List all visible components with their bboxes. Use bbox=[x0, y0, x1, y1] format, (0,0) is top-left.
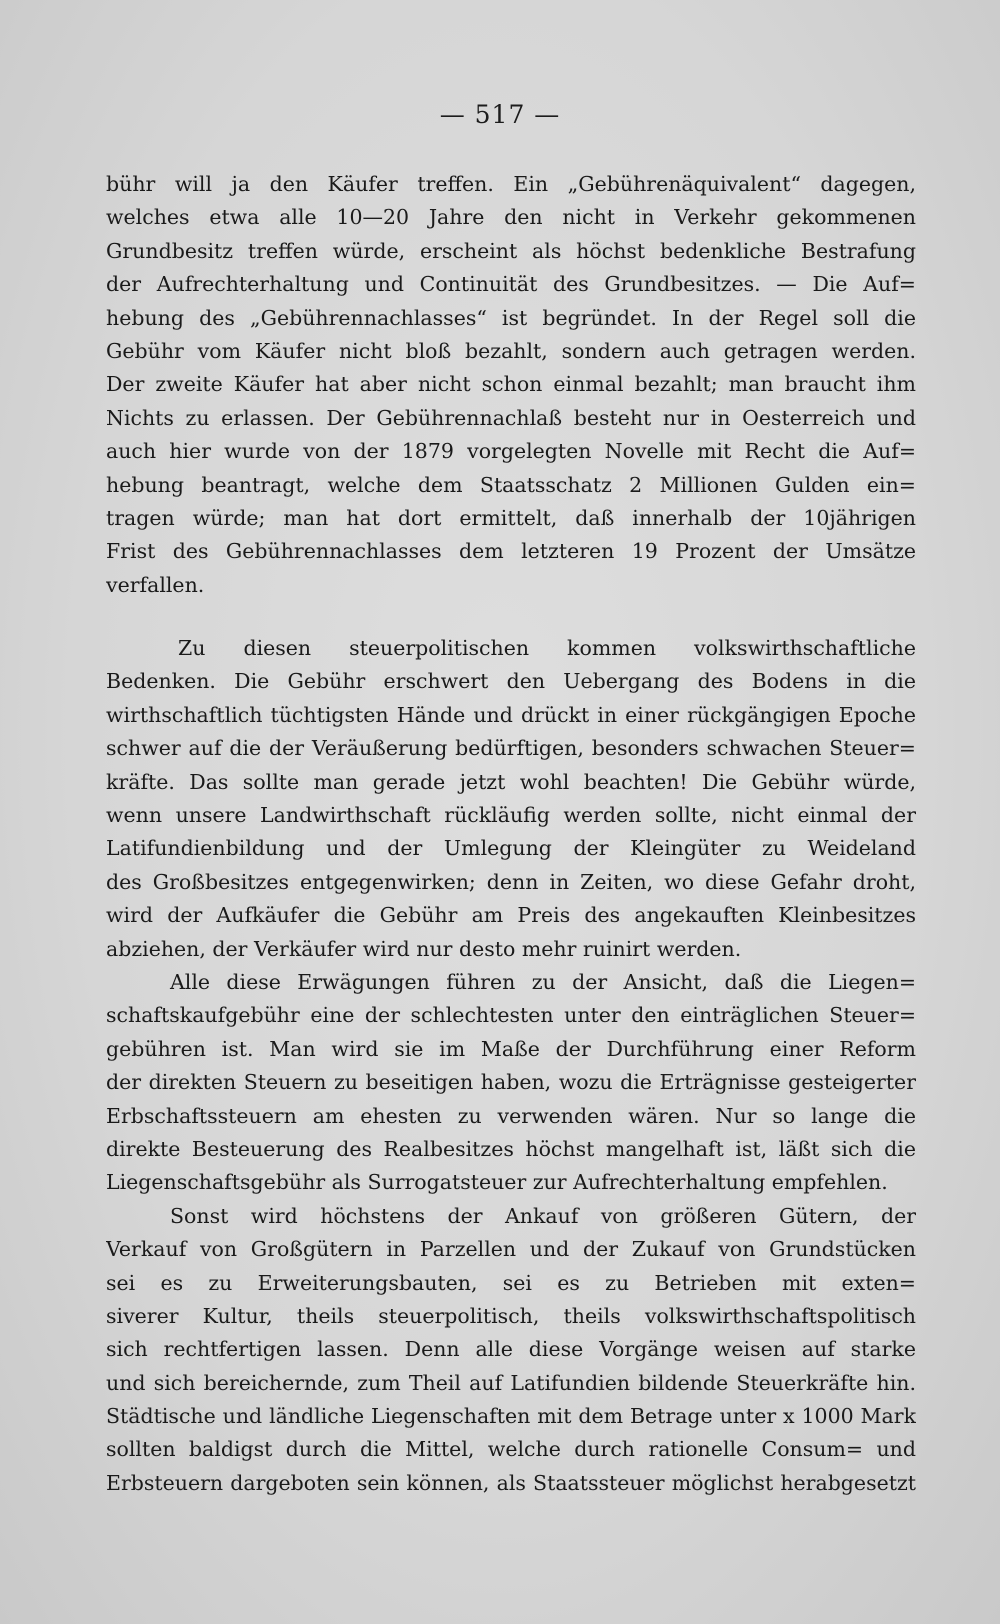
text-line: Liegenschaftsgebühr als Surrogatsteuer zur Aufrechterhaltung empfehlen. bbox=[106, 1170, 888, 1195]
text-line: gebühren ist. Man wird sie im Maße der Durchführung einer Reform bbox=[106, 1036, 916, 1061]
paragraph-1 bbox=[106, 168, 916, 602]
text-line: wird der Aufkäufer die Gebühr am Preis des angekauften Kleinbesitzes bbox=[106, 903, 916, 928]
text-line: Der zweite Käufer hat aber nicht schon einmal bezahlt; man braucht ihm bbox=[106, 372, 916, 397]
paragraph-2 bbox=[106, 632, 916, 966]
text-line: schwer auf die der Veräußerung bedürftigen, besonders schwachen Steuer= bbox=[106, 736, 916, 761]
text-line: und sich bereichernde, zum Theil auf Latifundien bildende Steuerkräfte hin. bbox=[106, 1370, 916, 1395]
text-line: bühr will ja den Käufer treffen. Ein „Gebührenäquivalent“ dagegen, bbox=[106, 172, 916, 196]
text-line: Erbsteuern dargeboten sein können, als Staatssteuer möglichst herabgesetzt bbox=[106, 1470, 916, 1495]
paragraph-4 bbox=[106, 1200, 916, 1501]
text-line: tragen würde; man hat dort ermittelt, daß innerhalb der 10jährigen bbox=[106, 505, 916, 530]
paragraph-3 bbox=[106, 966, 916, 1200]
text-line: Latifundienbildung und der Umlegung der Kleingüter zu Weideland bbox=[106, 836, 916, 861]
text-line: Alle diese Erwägungen führen zu der Ansicht, daß die Liegen= bbox=[170, 969, 916, 994]
text-line: siverer Kultur, theils steuerpolitisch, theils volkswirthschaftspolitisch bbox=[106, 1303, 916, 1328]
text-line: hebung beantragt, welche dem Staatsschatz 2 Millionen Gulden ein= bbox=[106, 472, 916, 497]
text-line: welches etwa alle 10—20 Jahre den nicht in Verkehr gekommenen bbox=[106, 205, 916, 230]
text-line: Frist des Gebührennachlasses dem letzteren 19 Prozent der Umsätze bbox=[106, 539, 916, 564]
text-line: Nichts zu erlassen. Der Gebührennachlaß besteht nur in Oesterreich und bbox=[106, 405, 916, 430]
text-line: Verkauf von Großgütern in Parzellen und der Zukauf von Grundstücken bbox=[106, 1237, 916, 1262]
text-line: sei es zu Erweiterungsbauten, sei es zu Betrieben mit exten= bbox=[106, 1270, 916, 1295]
text-line: Bedenken. Die Gebühr erschwert den Uebergang des Bodens in die bbox=[106, 669, 916, 694]
text-line: wenn unsere Landwirthschaft rückläufig werden sollte, nicht einmal der bbox=[106, 803, 916, 828]
text-line: schaftskaufgebühr eine der schlechtesten unter den einträglichen Steuer= bbox=[106, 1003, 916, 1028]
text-line: wirthschaftlich tüchtigsten Hände und drückt in einer rückgängigen Epoche bbox=[106, 702, 916, 727]
text-line: verfallen. bbox=[106, 572, 205, 597]
text-line: sich rechtfertigen lassen. Denn alle diese Vorgänge weisen auf starke bbox=[106, 1337, 916, 1362]
text-line: direkte Besteuerung des Realbesitzes höchst mangelhaft ist, läßt sich die bbox=[106, 1136, 916, 1161]
text-line: auch hier wurde von der 1879 vorgelegten Novelle mit Recht die Auf= bbox=[106, 439, 916, 464]
text-line: Erbschaftssteuern am ehesten zu verwenden wären. Nur so lange die bbox=[106, 1103, 916, 1128]
text-line: Städtische und ländliche Liegenschaften mit dem Betrage unter x 1000 Mark bbox=[106, 1404, 916, 1429]
text-line: Zu diesen steuerpolitischen kommen volkswirthschaftliche bbox=[178, 636, 916, 661]
body-text bbox=[106, 168, 916, 1500]
text-line: kräfte. Das sollte man gerade jetzt wohl beachten! Die Gebühr würde, bbox=[106, 769, 916, 794]
page-number: — 517 — bbox=[439, 100, 561, 129]
paragraph-gap bbox=[106, 602, 916, 632]
text-line: Sonst wird höchstens der Ankauf von größeren Gütern, der bbox=[170, 1203, 916, 1228]
text-line: hebung des „Gebührennachlasses“ ist begründet. In der Regel soll die bbox=[106, 305, 916, 330]
text-line: abziehen, der Verkäufer wird nur desto mehr ruinirt werden. bbox=[106, 936, 742, 961]
text-line: des Großbesitzes entgegenwirken; denn in Zeiten, wo diese Gefahr droht, bbox=[106, 869, 916, 894]
text-line: der Aufrechterhaltung und Continuität des Grundbesitzes. — Die Auf= bbox=[106, 272, 916, 297]
text-line: sollten baldigst durch die Mittel, welche durch rationelle Consum= und bbox=[106, 1437, 916, 1462]
text-line: Grundbesitz treffen würde, erscheint als höchst bedenkliche Bestrafung bbox=[106, 238, 916, 263]
text-line: Gebühr vom Käufer nicht bloß bezahlt, sondern auch getragen werden. bbox=[106, 338, 916, 363]
text-line: der direkten Steuern zu beseitigen haben, wozu die Erträgnisse gesteigerter bbox=[106, 1070, 916, 1095]
